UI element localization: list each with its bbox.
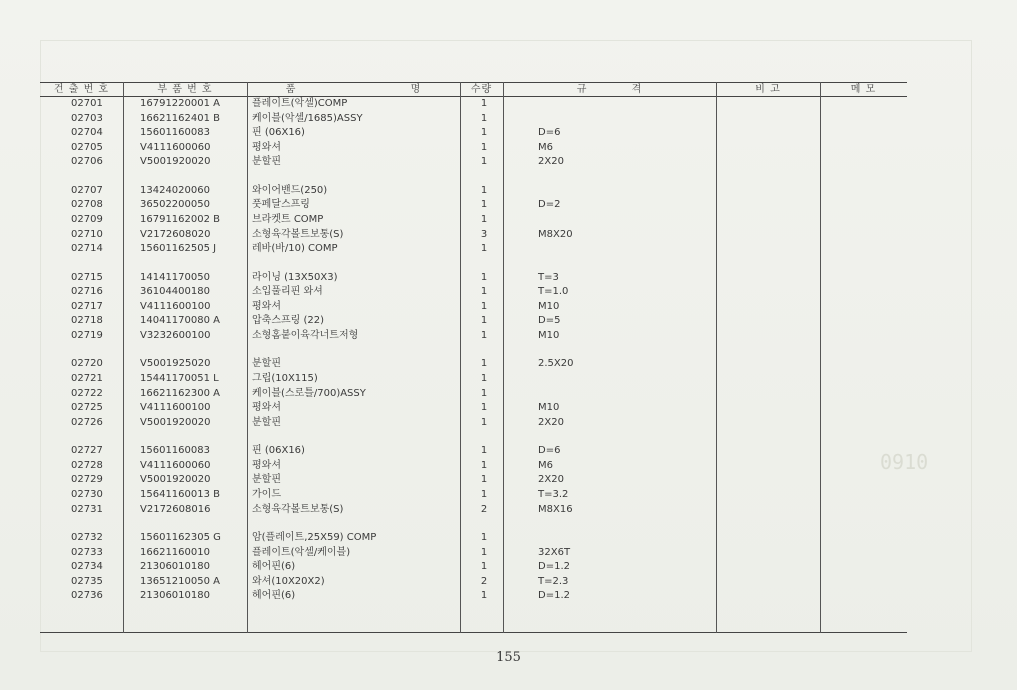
cell-part-no: 02706 (71, 156, 103, 168)
cell-part-code: 15441170051 L (140, 373, 219, 384)
cell-part-code: 13424020060 (140, 184, 210, 196)
cell-part-code: 14041170080 A (140, 315, 221, 327)
cell-quantity: 1 (480, 358, 488, 370)
cell-spec: D=6 (538, 445, 561, 457)
cell-item-name: 암(플레이트,25X59) COMP (252, 532, 377, 543)
cell-quantity: 1 (480, 141, 488, 153)
cell-part-code: 15601162305 G (140, 532, 221, 543)
cell-part-code: 15641160013 B (140, 489, 221, 500)
cell-item-name: 평와셔 (252, 459, 281, 471)
cell-quantity: 1 (480, 243, 488, 255)
cell-quantity: 1 (480, 402, 488, 414)
cell-quantity: 3 (480, 228, 488, 240)
cell-quantity: 2 (480, 503, 488, 515)
cell-part-code: V5001920020 (140, 416, 211, 428)
cell-spec: M10 (538, 402, 560, 414)
cell-part-no: 02721 (71, 373, 103, 384)
cell-part-no: 02708 (71, 199, 103, 211)
cell-part-code: 21306010180 (140, 561, 210, 573)
cell-item-name: 가이드 (252, 489, 281, 500)
cell-item-name: 케이블(악셀/1685)ASSY (252, 112, 363, 124)
cell-part-no: 02728 (71, 459, 103, 471)
cell-item-name: 평와셔 (252, 402, 281, 414)
cell-quantity: 1 (480, 546, 488, 558)
cell-item-name: 와이어밴드(250) (252, 184, 328, 196)
cell-part-no: 02707 (71, 184, 103, 196)
cell-part-code: 16791220001 A (140, 98, 221, 109)
cell-part-code: 36502200050 (140, 199, 210, 211)
cell-part-no: 02725 (71, 402, 103, 414)
cell-item-name: 헤어핀(6) (252, 561, 296, 573)
cell-part-no: 02714 (71, 243, 103, 255)
cell-part-code: V2172608016 (140, 503, 211, 515)
cell-spec: M8X16 (538, 503, 573, 515)
cell-part-no: 02718 (71, 315, 103, 327)
cell-quantity: 1 (480, 489, 488, 500)
header-quantity: 수량 (470, 84, 493, 95)
cell-item-name: 분할핀 (252, 474, 281, 486)
cell-part-no: 02726 (71, 416, 103, 428)
column-divider (820, 82, 821, 633)
cell-part-code: 15601160083 (140, 445, 210, 457)
cell-part-no: 02715 (71, 271, 103, 283)
cell-spec: 32X6T (538, 546, 571, 558)
cell-spec: D=6 (538, 127, 561, 139)
cell-item-name: 그립(10X115) (252, 373, 318, 384)
cell-part-code: 14141170050 (140, 271, 210, 283)
cell-item-name: 소형홈붙이육각너트저형 (252, 330, 359, 341)
cell-item-name: 헤어핀(6) (252, 590, 296, 602)
cell-part-no: 02704 (71, 127, 103, 139)
cell-spec: 2X20 (538, 156, 564, 168)
cell-quantity: 1 (480, 474, 488, 486)
cell-spec: T=2.3 (538, 575, 569, 587)
cell-part-no: 02733 (71, 546, 103, 558)
cell-quantity: 1 (480, 199, 488, 211)
header-memo: 메 모 (850, 84, 877, 95)
cell-spec: D=1.2 (538, 590, 570, 602)
cell-part-code: 15601160083 (140, 127, 210, 139)
header-part-number: 부 품 번 호 (157, 84, 213, 95)
cell-quantity: 1 (480, 286, 488, 298)
cell-item-name: 라이닝 (13X50X3) (252, 271, 338, 283)
cell-part-code: 13651210050 A (140, 575, 221, 587)
cell-part-no: 02727 (71, 445, 103, 457)
cell-item-name: 분할핀 (252, 416, 281, 428)
cell-item-name: 평와셔 (252, 141, 281, 153)
cell-part-code: 21306010180 (140, 590, 210, 602)
cell-part-no: 02710 (71, 228, 103, 240)
bleed-through-mark: 0910 (880, 450, 929, 474)
cell-part-no: 02732 (71, 532, 103, 543)
cell-quantity: 1 (480, 300, 488, 312)
cell-item-name: 플레이트(악셀/케이블) (252, 546, 351, 558)
cell-part-code: V4111600100 (140, 402, 211, 414)
cell-item-name: 소형육각볼트보통(S) (252, 503, 344, 515)
cell-quantity: 1 (480, 532, 488, 543)
cell-item-name: 소입풀리핀 와셔 (252, 286, 323, 298)
cell-quantity: 1 (480, 373, 488, 384)
cell-spec: T=3.2 (538, 489, 569, 500)
cell-quantity: 1 (480, 561, 488, 573)
header-number: 건 출 번 호 (53, 84, 110, 95)
cell-quantity: 2 (480, 575, 488, 587)
cell-quantity: 1 (480, 387, 488, 399)
cell-spec: M6 (538, 141, 553, 153)
cell-part-code: 16621162300 A (140, 387, 221, 399)
cell-part-code: V4111600100 (140, 300, 211, 312)
cell-quantity: 1 (480, 459, 488, 471)
cell-part-no: 02716 (71, 286, 103, 298)
cell-part-code: V5001925020 (140, 358, 211, 370)
cell-part-no: 02722 (71, 387, 103, 399)
cell-part-no: 02730 (71, 489, 103, 500)
cell-spec: 2X20 (538, 474, 564, 486)
header-item-name: 품 명 (285, 84, 422, 95)
cell-item-name: 핀 (06X16) (252, 445, 305, 457)
cell-item-name: 와셔(10X20X2) (252, 575, 325, 587)
cell-part-no: 02720 (71, 358, 103, 370)
cell-part-no: 02736 (71, 590, 103, 602)
column-divider (247, 82, 248, 633)
cell-part-code: V4111600060 (140, 141, 211, 153)
cell-part-no: 02719 (71, 330, 103, 341)
cell-part-code: 36104400180 (140, 286, 210, 298)
cell-part-no: 02729 (71, 474, 103, 486)
cell-spec: D=2 (538, 199, 561, 211)
cell-spec: M10 (538, 300, 560, 312)
cell-part-no: 02703 (71, 112, 103, 124)
cell-quantity: 1 (480, 271, 488, 283)
cell-part-no: 02734 (71, 561, 103, 573)
page-number: 155 (496, 650, 521, 665)
cell-part-no: 02705 (71, 141, 103, 153)
cell-spec: M8X20 (538, 228, 573, 240)
cell-item-name: 핀 (06X16) (252, 127, 305, 139)
cell-quantity: 1 (480, 184, 488, 196)
cell-part-code: V5001920020 (140, 474, 211, 486)
cell-part-code: V2172608020 (140, 228, 211, 240)
cell-part-no: 02709 (71, 214, 103, 225)
cell-spec: M10 (538, 330, 560, 341)
cell-item-name: 압축스프링 (22) (252, 315, 325, 327)
cell-part-code: V3232600100 (140, 330, 211, 341)
cell-part-no: 02701 (71, 98, 103, 109)
cell-item-name: 분할핀 (252, 358, 281, 370)
cell-part-no: 02731 (71, 503, 103, 515)
cell-part-code: V5001920020 (140, 156, 211, 168)
cell-part-code: 16621160010 (140, 546, 210, 558)
cell-quantity: 1 (480, 112, 488, 124)
column-divider (716, 82, 717, 633)
header-remark: 비 고 (755, 84, 781, 95)
cell-quantity: 1 (480, 590, 488, 602)
table-bottom-rule (40, 632, 907, 633)
cell-part-code: 15601162505 J (140, 243, 217, 255)
cell-spec: D=5 (538, 315, 561, 327)
cell-item-name: 플레이트(악셀)COMP (252, 98, 348, 109)
column-divider (123, 82, 124, 633)
cell-quantity: 1 (480, 98, 488, 109)
cell-quantity: 1 (480, 315, 488, 327)
cell-item-name: 케이블(스로틀/700)ASSY (252, 387, 366, 399)
cell-spec: M6 (538, 459, 553, 471)
cell-spec: D=1.2 (538, 561, 570, 573)
cell-item-name: 브라켓트 COMP (252, 214, 324, 225)
cell-spec: 2X20 (538, 416, 564, 428)
cell-item-name: 풋페달스프링 (252, 199, 310, 211)
cell-part-code: 16791162002 B (140, 214, 221, 225)
cell-spec: T=1.0 (538, 286, 569, 298)
cell-item-name: 레바(바/10) COMP (252, 243, 338, 255)
cell-quantity: 1 (480, 416, 488, 428)
cell-part-no: 02735 (71, 575, 103, 587)
cell-quantity: 1 (480, 156, 488, 168)
cell-part-code: 16621162401 B (140, 112, 221, 124)
cell-item-name: 분할핀 (252, 156, 281, 168)
cell-quantity: 1 (480, 330, 488, 341)
cell-item-name: 소형육각볼트보통(S) (252, 228, 344, 240)
cell-spec: 2.5X20 (538, 358, 574, 370)
cell-part-code: V4111600060 (140, 459, 211, 471)
cell-quantity: 1 (480, 214, 488, 225)
cell-spec: T=3 (538, 271, 559, 283)
cell-part-no: 02717 (71, 300, 103, 312)
cell-quantity: 1 (480, 445, 488, 457)
cell-quantity: 1 (480, 127, 488, 139)
cell-item-name: 평와셔 (252, 300, 281, 312)
header-spec: 규 격 (576, 84, 643, 95)
